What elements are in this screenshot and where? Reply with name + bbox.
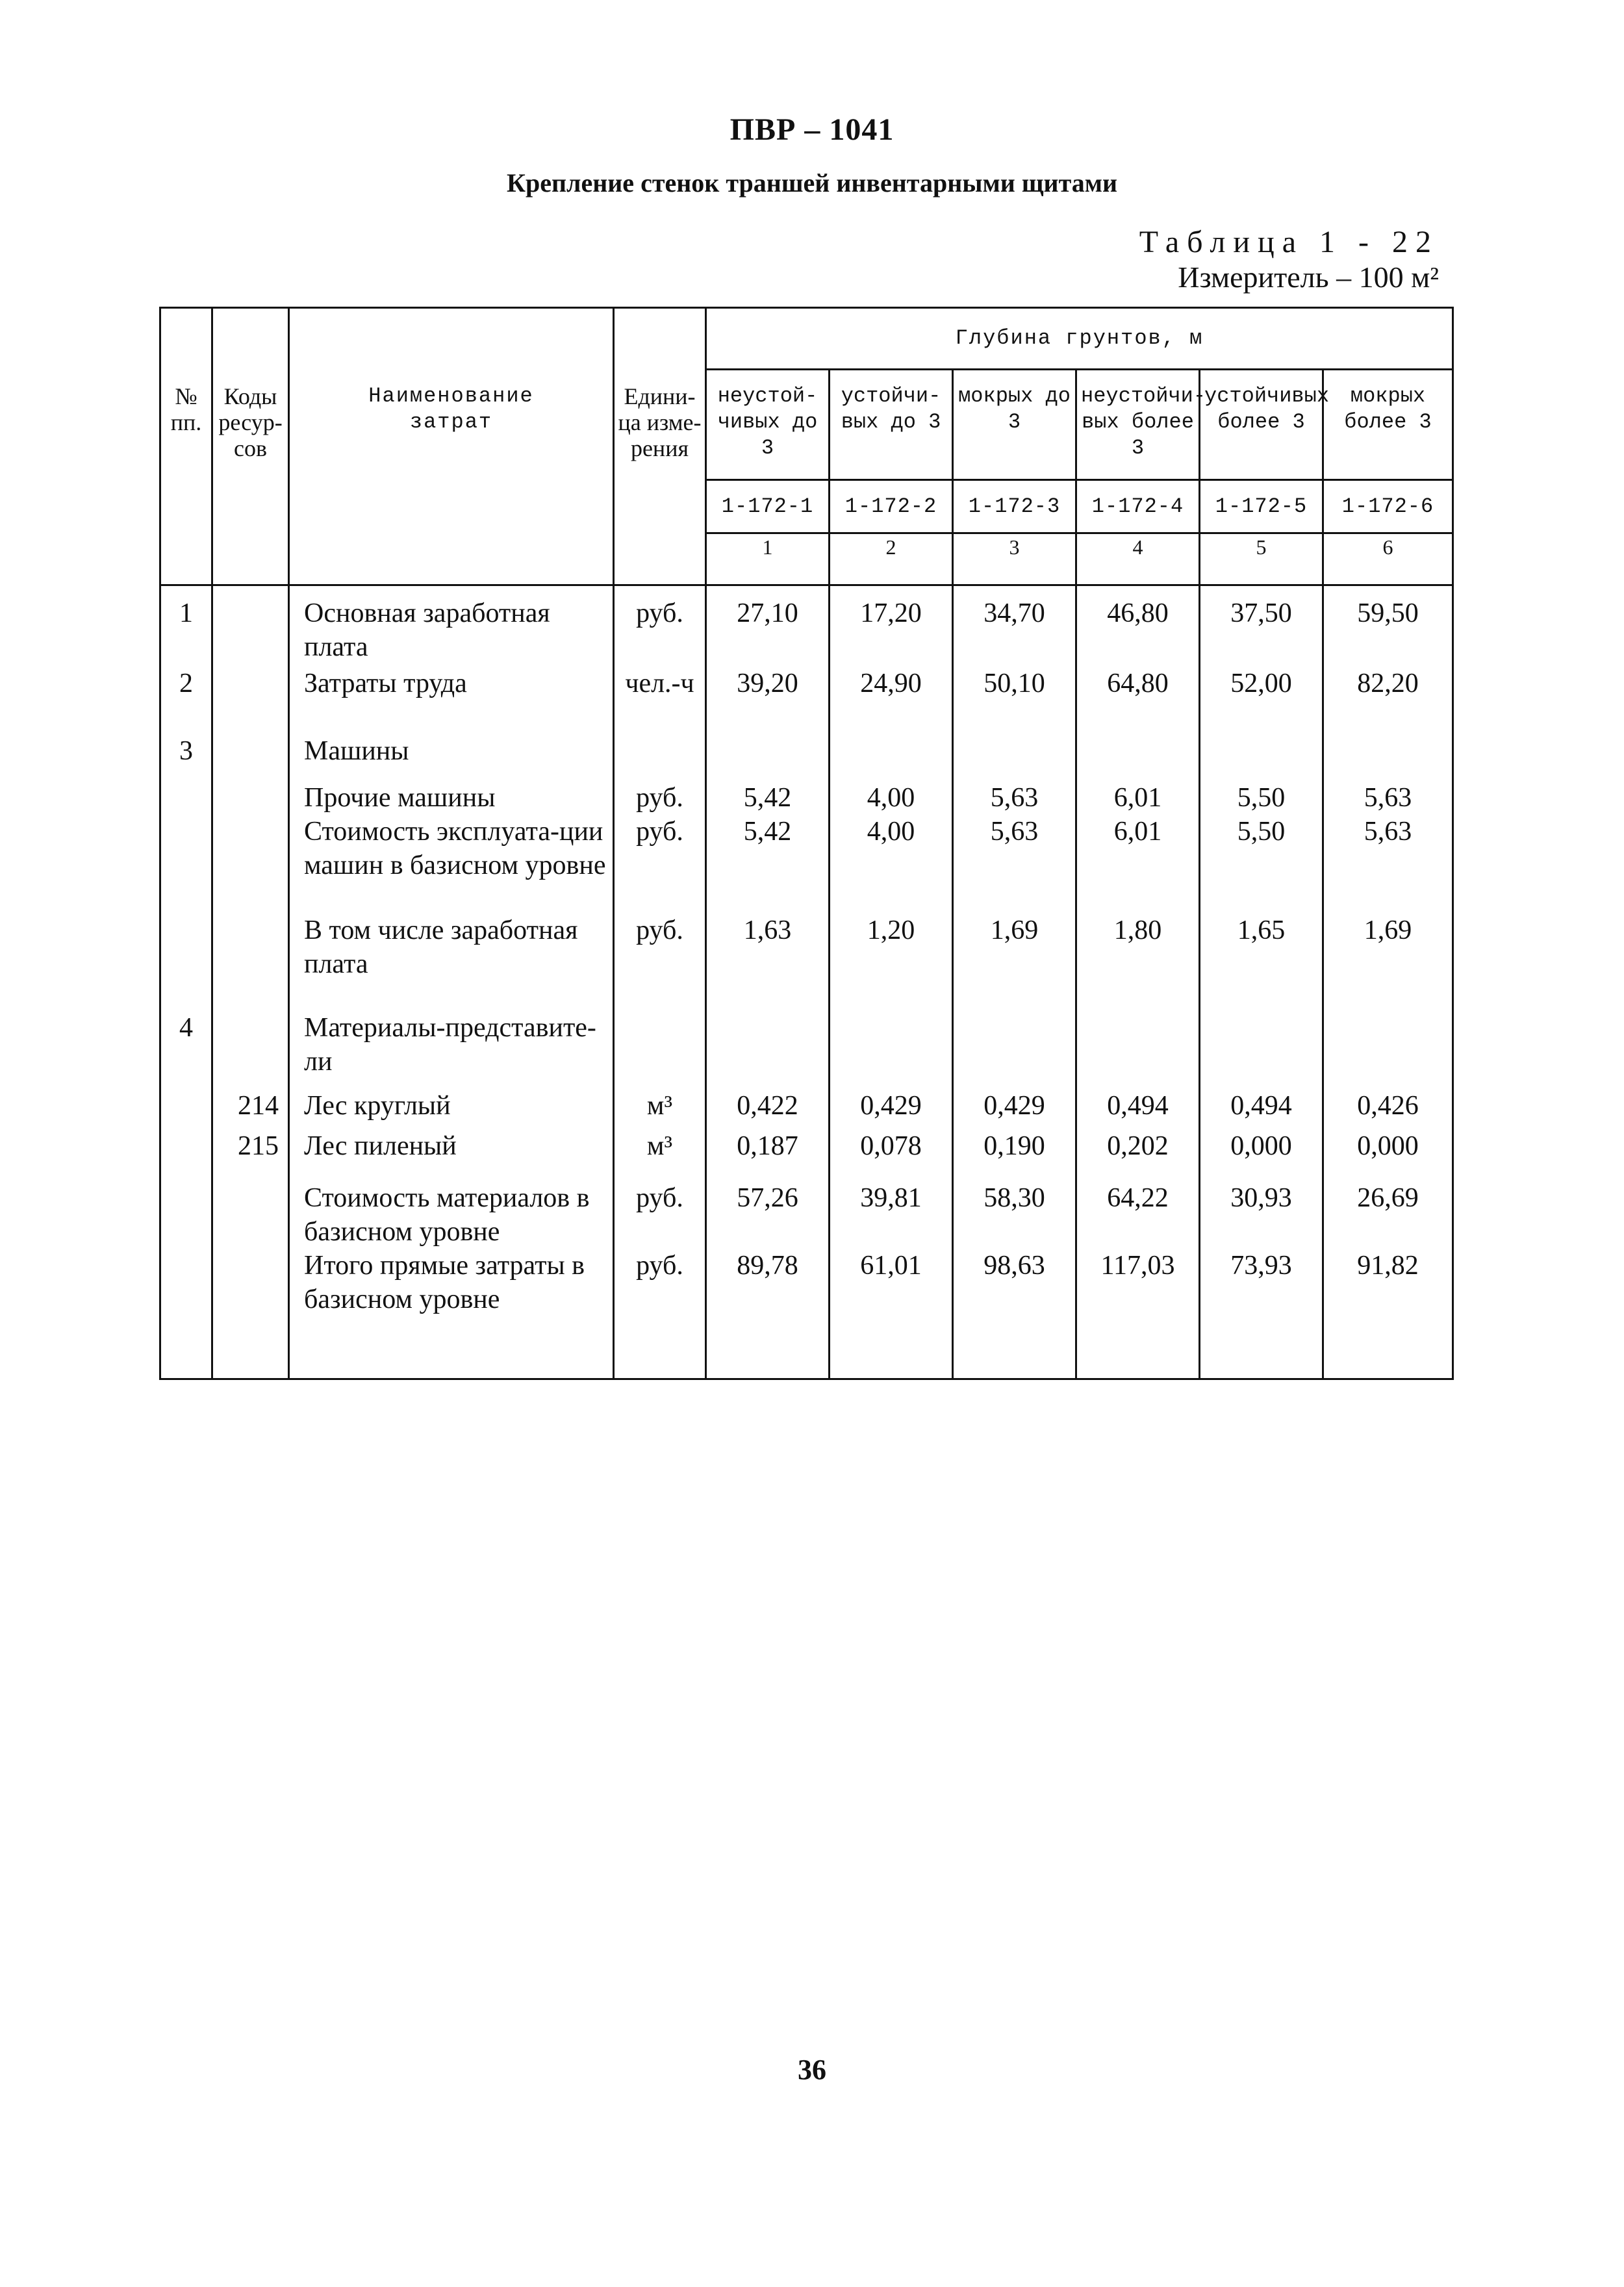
value-cell: 0,000 <box>1323 1125 1453 1172</box>
value-cell: 91,82 <box>1323 1249 1453 1379</box>
row-number <box>160 1125 212 1172</box>
value-cell: 1,63 <box>706 914 830 995</box>
resource-code: 215 <box>212 1125 289 1172</box>
value-cell <box>1200 715 1323 778</box>
value-cell: 24,90 <box>830 664 953 715</box>
resource-code <box>212 914 289 995</box>
value-cell <box>1323 995 1453 1079</box>
value-cell: 82,20 <box>1323 664 1453 715</box>
resource-code <box>212 1172 289 1249</box>
unit-cell: чел.-ч <box>614 664 706 715</box>
table-header <box>160 308 1453 585</box>
table-unit: Измеритель – 100 м² <box>1178 261 1439 294</box>
table-row <box>160 664 1453 715</box>
value-cell <box>706 995 830 1079</box>
unit-cell: м³ <box>614 1125 706 1172</box>
value-cell <box>1076 715 1200 778</box>
table-row <box>160 715 1453 778</box>
table-body <box>160 585 1453 1379</box>
resource-code <box>212 1249 289 1379</box>
header-col-number: 6 <box>1323 533 1453 585</box>
header-col-desc: устойчи-вых до 3 <box>830 370 953 480</box>
value-cell: 5,63 <box>953 815 1076 914</box>
value-cell: 39,81 <box>830 1172 953 1249</box>
table-row <box>160 1249 1453 1379</box>
header-col-desc: неустойчи-вых более 3 <box>1076 370 1200 480</box>
unit-cell: м³ <box>614 1079 706 1125</box>
header-group: Глубина грунтов, м <box>706 308 1453 370</box>
value-cell <box>830 995 953 1079</box>
header-col-number: 1 <box>706 533 830 585</box>
header-col-desc: мокрых до 3 <box>953 370 1076 480</box>
value-cell: 0,494 <box>1200 1079 1323 1125</box>
value-cell: 0,190 <box>953 1125 1076 1172</box>
value-cell: 17,20 <box>830 585 953 665</box>
header-col-code: 1-172-6 <box>1323 480 1453 533</box>
value-cell: 5,63 <box>953 778 1076 815</box>
value-cell <box>830 715 953 778</box>
cost-name: Основная заработная плата <box>289 585 614 665</box>
document-code: ПВР – 1041 <box>730 112 894 147</box>
table-row <box>160 1125 1453 1172</box>
header-col-code: 1-172-4 <box>1076 480 1200 533</box>
table-row <box>160 815 1453 914</box>
value-cell: 0,422 <box>706 1079 830 1125</box>
value-cell: 64,22 <box>1076 1172 1200 1249</box>
value-cell: 1,65 <box>1200 914 1323 995</box>
header-col-code: 1-172-5 <box>1200 480 1323 533</box>
resource-code <box>212 715 289 778</box>
resource-code <box>212 664 289 715</box>
table-row <box>160 995 1453 1079</box>
value-cell: 73,93 <box>1200 1249 1323 1379</box>
header-col-number: 5 <box>1200 533 1323 585</box>
value-cell: 27,10 <box>706 585 830 665</box>
value-cell: 117,03 <box>1076 1249 1200 1379</box>
value-cell: 98,63 <box>953 1249 1076 1379</box>
unit-cell: руб. <box>614 914 706 995</box>
unit-cell: руб. <box>614 1249 706 1379</box>
cost-name: Лес круглый <box>289 1079 614 1125</box>
value-cell: 0,187 <box>706 1125 830 1172</box>
value-cell: 1,69 <box>1323 914 1453 995</box>
value-cell: 37,50 <box>1200 585 1323 665</box>
value-cell: 1,69 <box>953 914 1076 995</box>
table-row <box>160 1172 1453 1249</box>
value-cell: 30,93 <box>1200 1172 1323 1249</box>
table-row <box>160 914 1453 995</box>
value-cell: 5,42 <box>706 815 830 914</box>
value-cell: 39,20 <box>706 664 830 715</box>
value-cell: 0,078 <box>830 1125 953 1172</box>
row-number <box>160 1172 212 1249</box>
cost-name: В том числе заработная плата <box>289 914 614 995</box>
row-number: 3 <box>160 715 212 778</box>
row-number <box>160 778 212 815</box>
table-label: Таблица 1 - 22 <box>1139 225 1439 259</box>
header-num: № пп. <box>160 308 212 585</box>
table-row <box>160 778 1453 815</box>
value-cell: 5,50 <box>1200 778 1323 815</box>
header-col-code: 1-172-2 <box>830 480 953 533</box>
resource-code <box>212 995 289 1079</box>
resource-code <box>212 585 289 665</box>
header-codes: Коды ресур-сов <box>212 308 289 585</box>
value-cell <box>1323 715 1453 778</box>
value-cell: 0,426 <box>1323 1079 1453 1125</box>
value-cell: 1,80 <box>1076 914 1200 995</box>
value-cell: 5,63 <box>1323 815 1453 914</box>
header-col-number: 4 <box>1076 533 1200 585</box>
value-cell: 46,80 <box>1076 585 1200 665</box>
value-cell: 50,10 <box>953 664 1076 715</box>
table-row <box>160 1079 1453 1125</box>
cost-name: Материалы-представите-ли <box>289 995 614 1079</box>
cost-name: Стоимость эксплуата-ции машин в базисном уровне <box>289 815 614 914</box>
value-cell: 52,00 <box>1200 664 1323 715</box>
resource-code <box>212 778 289 815</box>
table-row <box>160 585 1453 665</box>
header-col-desc: устойчивых более 3 <box>1200 370 1323 480</box>
value-cell: 57,26 <box>706 1172 830 1249</box>
row-number: 4 <box>160 995 212 1079</box>
row-number <box>160 914 212 995</box>
value-cell: 6,01 <box>1076 815 1200 914</box>
document-title: Крепление стенок траншей инвентарными щитами <box>506 168 1118 198</box>
value-cell: 5,42 <box>706 778 830 815</box>
unit-cell: руб. <box>614 778 706 815</box>
value-cell: 0,202 <box>1076 1125 1200 1172</box>
value-cell: 4,00 <box>830 815 953 914</box>
value-cell: 0,000 <box>1200 1125 1323 1172</box>
cost-name: Машины <box>289 715 614 778</box>
value-cell: 5,50 <box>1200 815 1323 914</box>
value-cell: 61,01 <box>830 1249 953 1379</box>
row-number <box>160 815 212 914</box>
row-number <box>160 1249 212 1379</box>
value-cell: 64,80 <box>1076 664 1200 715</box>
value-cell: 5,63 <box>1323 778 1453 815</box>
value-cell: 59,50 <box>1323 585 1453 665</box>
unit-cell: руб. <box>614 815 706 914</box>
value-cell: 4,00 <box>830 778 953 815</box>
value-cell: 0,429 <box>953 1079 1076 1125</box>
header-col-desc: мокрых более 3 <box>1323 370 1453 480</box>
value-cell: 26,69 <box>1323 1172 1453 1249</box>
cost-name: Итого прямые затраты в базисном уровне <box>289 1249 614 1379</box>
unit-cell <box>614 995 706 1079</box>
header-col-number: 2 <box>830 533 953 585</box>
value-cell: 58,30 <box>953 1172 1076 1249</box>
unit-cell <box>614 715 706 778</box>
norms-table <box>159 307 1454 1380</box>
unit-cell: руб. <box>614 1172 706 1249</box>
resource-code <box>212 815 289 914</box>
unit-cell: руб. <box>614 585 706 665</box>
header-unit: Едини-ца изме-рения <box>614 308 706 585</box>
value-cell <box>706 715 830 778</box>
value-cell <box>953 715 1076 778</box>
header-col-desc: неустой-чивых до 3 <box>706 370 830 480</box>
row-number <box>160 1079 212 1125</box>
cost-name: Лес пиленый <box>289 1125 614 1172</box>
resource-code: 214 <box>212 1079 289 1125</box>
header-col-code: 1-172-1 <box>706 480 830 533</box>
row-number: 1 <box>160 585 212 665</box>
value-cell: 34,70 <box>953 585 1076 665</box>
value-cell: 0,429 <box>830 1079 953 1125</box>
header-col-code: 1-172-3 <box>953 480 1076 533</box>
header-name: Наименование затрат <box>289 308 614 585</box>
value-cell <box>1200 995 1323 1079</box>
value-cell: 1,20 <box>830 914 953 995</box>
header-col-number: 3 <box>953 533 1076 585</box>
page-number: 36 <box>798 2054 826 2086</box>
cost-name: Стоимость материалов в базисном уровне <box>289 1172 614 1249</box>
cost-name: Затраты труда <box>289 664 614 715</box>
value-cell <box>953 995 1076 1079</box>
value-cell: 89,78 <box>706 1249 830 1379</box>
cost-name: Прочие машины <box>289 778 614 815</box>
value-cell <box>1076 995 1200 1079</box>
value-cell: 0,494 <box>1076 1079 1200 1125</box>
row-number: 2 <box>160 664 212 715</box>
value-cell: 6,01 <box>1076 778 1200 815</box>
